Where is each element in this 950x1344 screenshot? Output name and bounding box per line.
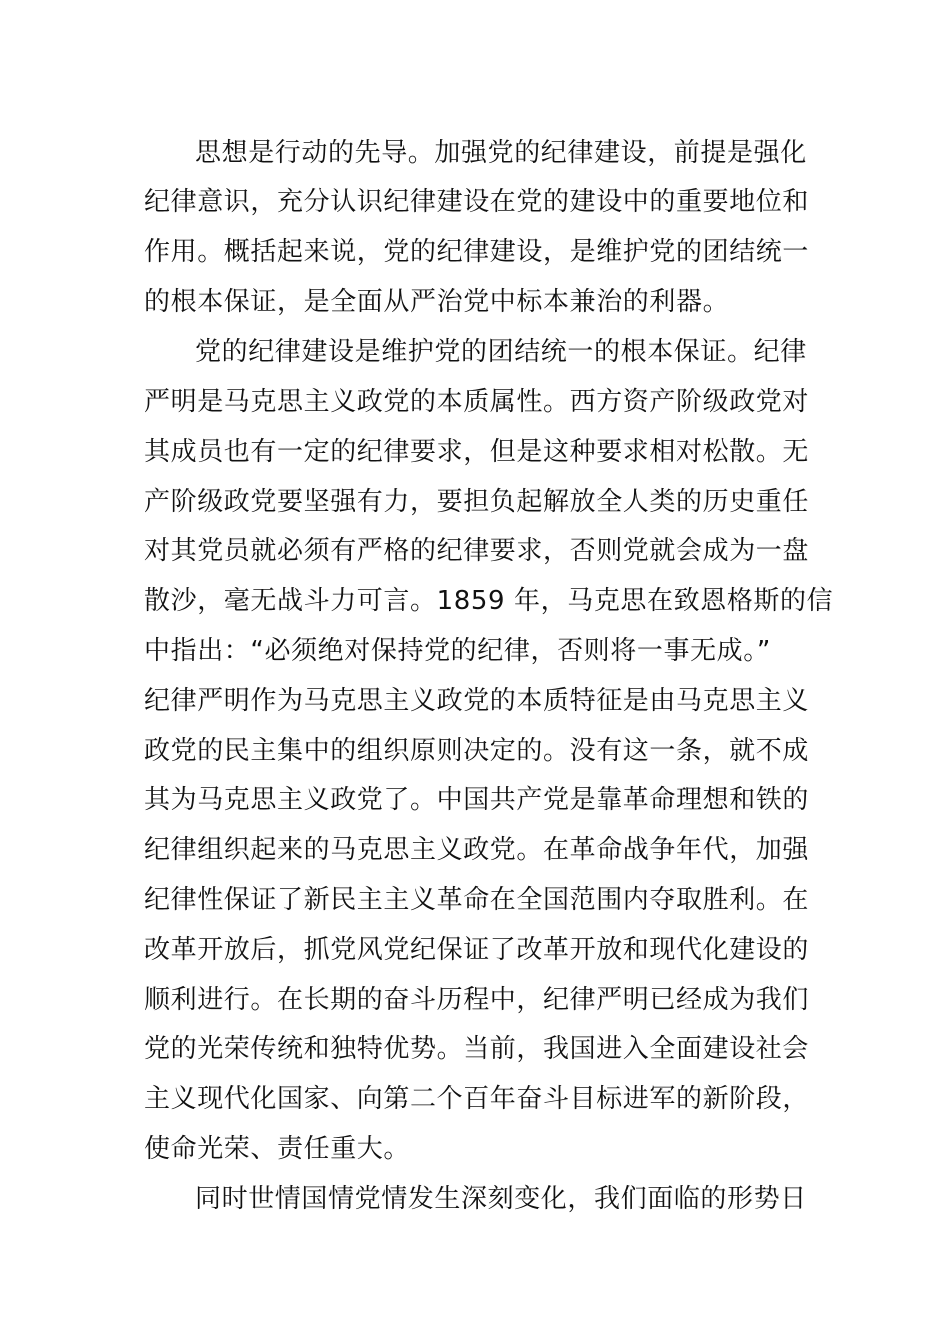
paragraph-1-line-2: 纪律意识，充分认识纪律建设在党的建设中的重要地位和 (144, 187, 810, 217)
paragraph-1-line-4: 的根本保证，是全面从严治党中标本兼治的利器。 (144, 287, 730, 317)
paragraph-2-line-8: 纪律严明作为马克思主义政党的本质特征是由马克思主义 (144, 686, 810, 716)
paragraph-2-line-12: 纪律性保证了新民主主义革命在全国范围内夺取胜利。在 (144, 885, 810, 915)
paragraph-2-line-15: 党的光荣传统和独特优势。当前，我国进入全面建设社会 (144, 1034, 810, 1064)
paragraph-2-line-3: 其成员也有一定的纪律要求，但是这种要求相对松散。无 (144, 437, 810, 467)
paragraph-2-line-6: 散沙，毫无战斗力可言。1859 年，马克思在致恩格斯的信 (144, 586, 834, 616)
paragraph-1-line-1: 思想是行动的先导。加强党的纪律建设，前提是强化 (195, 138, 807, 168)
paragraph-2-line-14: 顺利进行。在长期的奋斗历程中，纪律严明已经成为我们 (144, 985, 810, 1015)
paragraph-2-line-13: 改革开放后，抓党风党纪保证了改革开放和现代化建设的 (144, 935, 810, 965)
paragraph-2-line-2: 严明是马克思主义政党的本质属性。西方资产阶级政党对 (144, 387, 810, 417)
paragraph-2-line-4: 产阶级政党要坚强有力，要担负起解放全人类的历史重任 (144, 487, 810, 517)
paragraph-1-line-3: 作用。概括起来说，党的纪律建设，是维护党的团结统一 (144, 237, 810, 267)
paragraph-2-line-5: 对其党员就必须有严格的纪律要求，否则党就会成为一盘 (144, 536, 810, 566)
paragraph-2-line-17: 使命光荣、责任重大。 (144, 1134, 411, 1164)
paragraph-3-line-1: 同时世情国情党情发生深刻变化，我们面临的形势日 (195, 1184, 807, 1214)
paragraph-2-line-9: 政党的民主集中的组织原则决定的。没有这一条，就不成 (144, 736, 810, 766)
paragraph-2-line-16: 主义现代化国家、向第二个百年奋斗目标进军的新阶段， (144, 1084, 810, 1114)
paragraph-2-line-7: 中指出：“必须绝对保持党的纪律，否则将一事无成。” (144, 636, 771, 666)
paragraph-2-line-11: 纪律组织起来的马克思主义政党。在革命战争年代，加强 (144, 835, 810, 865)
paragraph-2-line-10: 其为马克思主义政党了。中国共产党是靠革命理想和铁的 (144, 785, 810, 815)
paragraph-2-line-1: 党的纪律建设是维护党的团结统一的根本保证。纪律 (195, 337, 807, 367)
